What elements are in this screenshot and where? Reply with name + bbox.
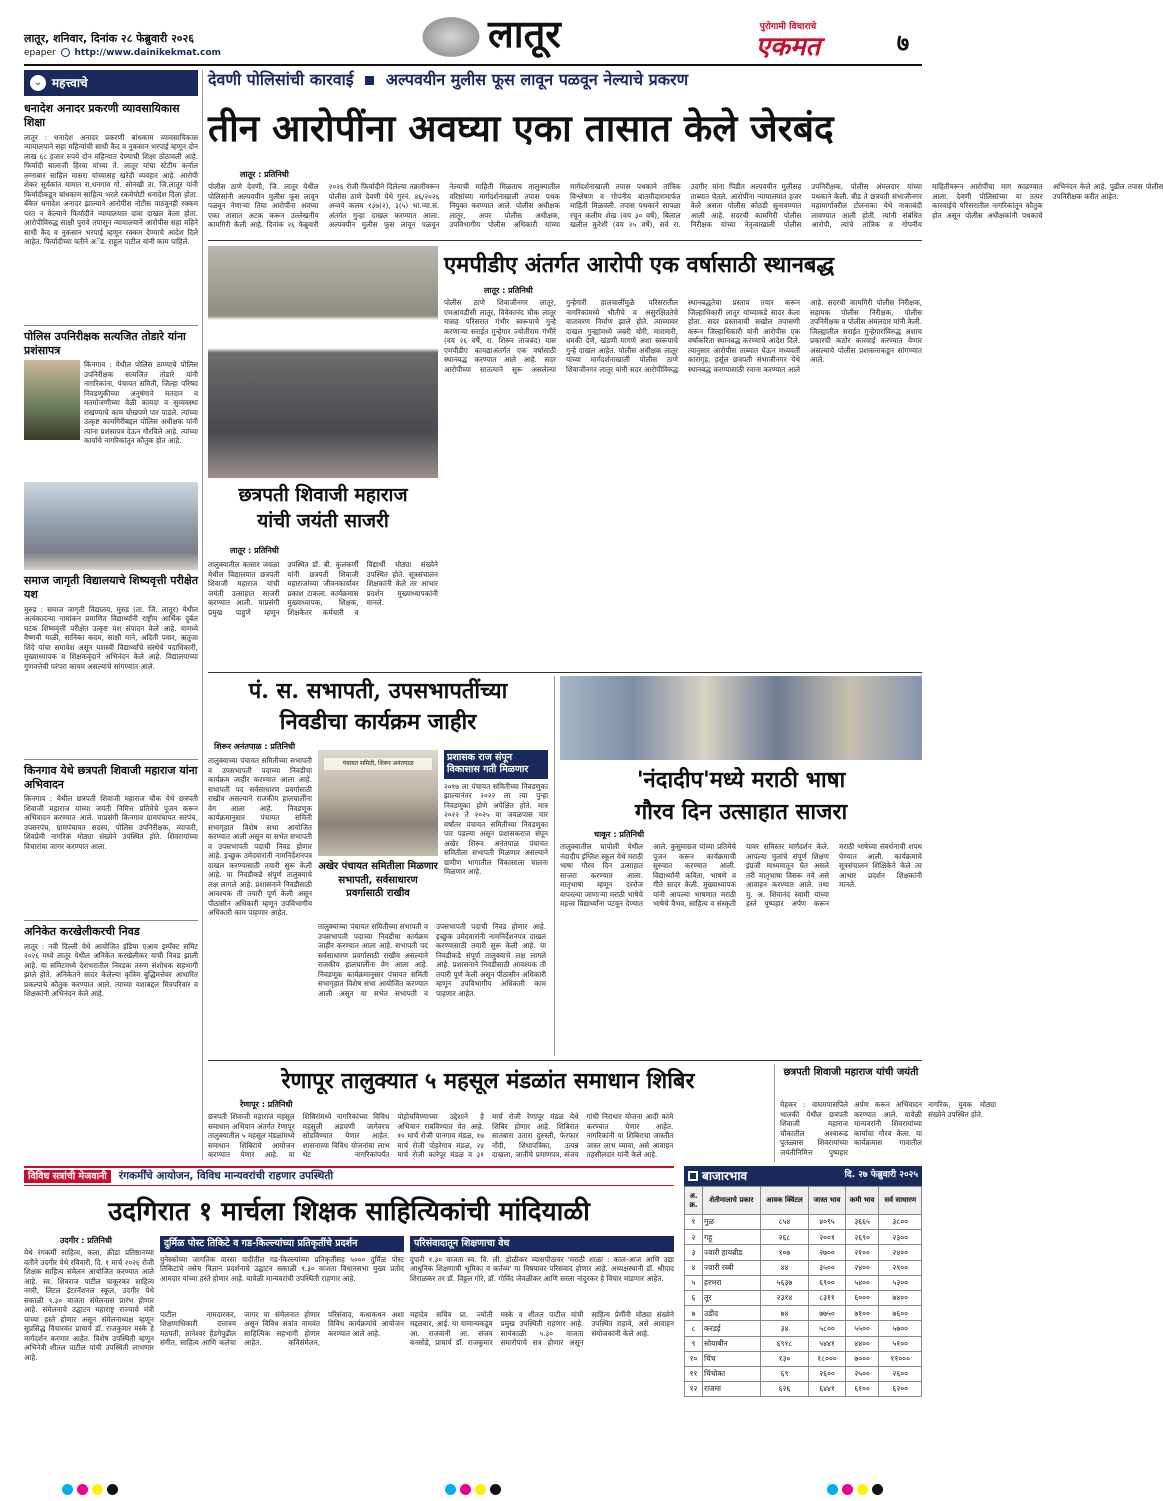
sabhapati-body: तालुक्याच्या पंचायत समितीच्या सभापती व उपसभापती पदाच्या निवडीचा कार्यक्रम जाहीर करण्यात आला आहे. सभापती पद सर्वसाधारण प्रवर्गासाठी राखीव असल्याने राजकीय हालचालींना वेग आला आहे. निवडणूक कार्यक्रमानुसार पंचायत समिती सभागृहात विशेष सभा आयोजित करण्यात आली असून या सभेत सभापती व उपसभापती पदाची निवड होणार आहे. इच्छुक उमेदवारांनी नामनिर्देशनपत्र दाखल करण्यासाठी तयारी सुरू केली आहे. या निवडीकडे संपूर्ण तालुक्याचे लक्ष लागले आहे. प्रशासनाने निवडीसाठी आवश्यक ती तयारी पूर्ण केली असून पीठासीन अधिकारी म्हणून उपविभागीय अधिकारी काम पाहणार आहेत.	[208, 756, 312, 917]
table-row	[685, 1382, 922, 1397]
sabhapati-byline: शिरूर अनंतपाळ : प्रतिनिधी	[214, 742, 296, 751]
prashasak-box-title: प्रशासक राज संपून विकासास गती मिळणार	[444, 750, 548, 779]
table-cell: तूर	[703, 1290, 761, 1305]
table-row	[685, 1366, 922, 1381]
school-event-photo	[560, 676, 922, 760]
renapur-side-title: छत्रपती शिवाजी महाराज यांची जयंती	[783, 1067, 919, 1078]
table-cell: २३१४	[760, 1290, 809, 1305]
table-cell: १३०	[760, 1351, 809, 1366]
dateline: लातूर, शनिवार, दिनांक २८ फेब्रुवारी २०२६	[24, 32, 194, 45]
shivaji-byline: लातूर : प्रतिनिधी	[230, 546, 279, 555]
table-cell: २	[685, 1230, 703, 1245]
sidebar-item-body: किनगाव : येथील पोलिस ठाण्याचे पोलिस उपनिरीक्षक सत्यजित तोडारे यांनी नागरिकांना, पंचायत समिती, जिल्हा परिषद निवडणुकीच्या अनुषंगाने मतदान व मतमोजणीच्या वेळी कायदा व सुव्यवस्था राखण्याचे काम चोखपणे पार पाडले. त्यांच्या उत्कृष्ट कामगिरीबद्दल पोलिस अधीक्षक यांनी त्यांना प्रशंसापत्र देऊन गौरविले आहे. त्यांच्या कार्याचे नागरिकांतून कौतुक होत आहे.	[84, 360, 198, 446]
table-cell: ५७००	[879, 1321, 922, 1336]
epaper-line[interactable]	[24, 48, 284, 59]
sidebar-item-title: अनिकेत करखेलीकरची निवड	[24, 925, 140, 939]
table-row	[685, 1245, 922, 1260]
table-row	[685, 1306, 922, 1321]
shivaji-headline	[208, 482, 438, 538]
table-row	[685, 1230, 922, 1245]
brand-name: एकमत	[755, 32, 821, 63]
symposium-box-body: दुपारी १.३० वाजता स्व. वि. ली. होळीकर व्यासपीठावर 'मराठी शाळा : काल-आज आणि उद्या आधुनिक शिक्षणाची भूमिका व कर्तव्य' या विषयावर परिसंवाद होणार आहे. अध्यक्षस्थानी डॉ. श्रीपाद शिराळकर तर डॉ. विठ्ठल गोरे, डॉ. गोविंद जेवळीकर आणि सरला नांदुरकर हे विचार मांडणार आहेत.	[410, 1254, 674, 1283]
sidebar-item-title: पोलिस उपनिरीक्षक सत्यजित तोडारे यांना प्रशंसापत्र	[24, 329, 186, 357]
table-cell: ८	[685, 1321, 703, 1336]
teachers-byline: उदगीर : प्रतिनिधी	[60, 1236, 112, 1245]
kicker-left: देवणी पोलिसांची कारवाई	[208, 70, 354, 89]
nandadeep-headline	[560, 764, 922, 830]
table-cell: १०७	[760, 1245, 809, 1260]
shivaji-headline-line1: छत्रपती शिवाजी महाराज	[238, 484, 408, 506]
table-cell: ज्वारी रब्बी	[703, 1260, 761, 1275]
market-rates-panel	[684, 1166, 922, 1478]
table-cell: २४००	[879, 1245, 922, 1260]
sabhapati-headline-line1: पं. स. सभापती, उपसभापतींच्या	[248, 678, 508, 704]
top-story-kicker	[208, 70, 922, 94]
sidebar-title: महत्त्वाचे	[52, 75, 88, 90]
mpda-body: पोलीस ठाणे शिवाजीनगर लातूर, एमआयडीसी लातूर, विवेकानंद चौक लातूर यासह परिसरात गंभीर स्वरूपाचे गुन्हे करणाऱ्या सराईत गुन्हेगार ज्योतीराम गंभीरे (वय २६ वर्षे, रा. शिरूर ताजबंद) यास एमपीडीए कायद्याअंतर्गत एक वर्षासाठी स्थानबद्ध करण्यात आले आहे. सदर आरोपीच्या सातत्याने सुरू असलेल्या गुन्हेगारी हालचालींमुळे परिसरातील नागरिकांमध्ये भीतीचे व असुरक्षिततेचे वातावरण निर्माण झाले होते. त्याच्यावर दाखल गुन्ह्यांमध्ये जबरी चोरी, मारामारी, धमकी देणे, खंडणी मागणे अशा स्वरूपाचे गुन्हे दाखल आहेत. पोलीस अधीक्षक लातूर यांच्या मार्गदर्शनाखाली पोलीस ठाणे शिवाजीनगर लातूर यांनी सदर आरोपीविरुद्ध स्थानबद्धतेचा प्रस्ताव तयार करून जिल्हाधिकारी लातूर यांच्याकडे सादर केला होता. सदर प्रस्तावाची सखोल तपासणी करून जिल्हाधिकारी यांनी आरोपीस एक वर्षाकरिता स्थानबद्ध करण्याचे आदेश दिले. त्यानुसार आरोपीस ताब्यात घेऊन मध्यवर्ती कारागृह, हर्सूल छत्रपती संभाजीनगर येथे स्थानबद्ध करण्यासाठी रवाना करण्यात आले आहे. सदरची कामगिरी पोलीस निरीक्षक, सहायक पोलीस निरीक्षक, पोलीस उपनिरीक्षक व पोलीस अंमलदार यांनी केली. जिल्ह्यातील सराईत गुन्हेगारांविरुद्ध अशाच प्रकारची कठोर कारवाई करण्यात येणार असल्याचे पोलीस प्रशासनाकडून सांगण्यात आले.	[444, 298, 923, 374]
sidebar-item-body: लातूर : नवी दिल्ली येथे आयोजित इंडिया एआय इम्पॅक्ट समिट २०२६ मध्ये लातूर येथील अनिकेत करखेलीकर याची निवड झाली आहे. या समिटमध्ये देशभरातील निवडक तरुण संशोधक सहभागी झाले होते. अनिकेतने सादर केलेल्या कृत्रिम बुद्धिमत्तेवर आधारित प्रकल्पाचे कौतुक करण्यात आले. त्याच्या यशाबद्दल मित्रपरिवार व शिक्षकांनी अभिनंदन केले आहे.	[24, 941, 198, 999]
col-header: कमी भाव	[845, 1187, 879, 1215]
table-row	[685, 1336, 922, 1351]
market-table	[684, 1186, 922, 1397]
table-cell: १२	[685, 1382, 703, 1397]
table-cell: चिंच	[703, 1351, 761, 1366]
col-header: आवक क्विंटल	[760, 1187, 809, 1215]
market-title: बाजारभाव	[702, 1168, 748, 1183]
nandadeep-headline-line2: गौरव दिन उत्साहात साजरा	[634, 799, 848, 825]
prashasak-box-body: २०१७ ला पंचायत समितीच्या निवडणुका झाल्यानंतर २०२२ ला त्या पुन्हा निवडणुका होणे अपेक्षित होते. मात्र २०२२ ते २०२५ या जवळपास चार वर्षांतर पंचायत समितीच्या निवडणुका पार पडल्या असून प्रशासकराज संपून अखेर शिरूर अनंतपाळ पंचायत समितीला सभापती मिळणार असल्याने ग्रामीण भागातील विकासाला चालना मिळणार आहे.	[444, 781, 548, 877]
table-row	[685, 1290, 922, 1305]
table-cell: सोयाबीन	[703, 1336, 761, 1351]
sidebar-item	[24, 920, 198, 1121]
table-cell: चिंचोका	[703, 1366, 761, 1381]
table-cell: ३	[685, 1245, 703, 1260]
sidebar-header	[24, 70, 198, 96]
table-cell: गुळ	[703, 1215, 761, 1230]
table-cell: २६९०	[845, 1230, 879, 1245]
teachers-headline: उदगिरात १ मार्चला शिक्षक साहित्यिकांची मांदियाळी	[108, 1197, 590, 1227]
sabhapati-subhead: अखेर पंचायत समितीला मिळणार सभापती, सर्वसाधारण प्रवर्गासाठी राखीव	[318, 861, 438, 899]
table-cell: ८५४	[760, 1215, 809, 1230]
table-cell: ५	[685, 1275, 703, 1290]
sidebar-item-title: समाज जागृती विद्यालयाचे शिष्यवृत्ती परीक्षेत यश	[24, 574, 199, 602]
table-cell: ६१००	[845, 1382, 879, 1397]
postage-box	[160, 1236, 404, 1478]
table-row	[685, 1321, 922, 1336]
page-number: ७	[896, 29, 910, 57]
symposium-box-cols: महादेव सचिव प्रा. ज्योती मद्दलवार, आई. या यामान्यकडूव आ. राजवानी आ. संजय बनसोडे, प्राचार्य डॉ. राजकुमार मस्के व शीतल पाटील यांची प्रमुख उपस्थिती राहणार आहे. सायंकाळी ५.३० वाजता समारोपाचे सत्र होणार असून साहित्य प्रेमींनी मोठ्या संख्येने उपस्थित राहावे, असे आवाहन संयोजकांनी केले आहे.	[410, 1309, 674, 1348]
shivaji-headline-line2: यांची जयंती साजरी	[257, 510, 389, 532]
table-cell: ६४४१	[809, 1382, 846, 1397]
table-cell: २६००	[879, 1366, 922, 1381]
table-cell: २००१	[809, 1230, 846, 1245]
table-cell: ७४	[760, 1306, 809, 1321]
market-header	[684, 1166, 922, 1186]
table-cell: ४०९५	[809, 1215, 846, 1230]
table-row	[685, 1215, 922, 1230]
sidebar-item-body: लातूर : धनादेश अनादर प्रकरणी बांधकाम व्यावसायिकास न्यायालयाने सहा महिन्यांची साधी कैद व नुकसान भरपाई म्हणून दोन लाख ६८ हजार रुपये दोन महिन्यात देण्याची शिक्षा ठोठावली आहे. फिर्यादी बालाजी हिरवा यांच्या ते. लातूर यांचा स्टेटीम कर्नाल लग्नाबार साहिल मासरा यांच्यासह खरेदी व्यवहार आहे. आरोपी शेकर सूर्यकांत यामात रा.धनगाव गो. सोनखी ता. जि.लातूर यांनी फिर्यादीकडून बांधकाम साहित्य भरले रकमेपोटी धनादेश दिला होता. बँकेत धनादेश अनादर झाल्याने आरोपीस नोटीस पाठवूनही रक्कम परत न केल्याने फिर्यादीने न्यायालयात दावा दाखल केला होता. आरोपीविरुद्ध साक्षी पुरावे तपासून न्यायालयाने आरोपीस सहा महिने साधी कैद व नुकसान भरपाई म्हणून रक्कम देण्याचे आदेश दिले आहेत. फिर्यादीच्या वतीने अॅड. राहुल पाटील यांनी काम पाहिले.	[24, 132, 198, 247]
table-cell: ज्वारी हायब्रीड	[703, 1245, 761, 1260]
kicker-right: अल्पवयीन मुलीस फूस लावून पळवून नेल्याचे प्रकरण	[385, 70, 689, 89]
brand-logo	[728, 22, 848, 64]
col-header: सर्व साधारण	[879, 1187, 922, 1215]
teachers-col1: येथे रंगकर्मी साहित्य, कला, क्रीडा प्रतिष्ठानच्या वतीने उदगीर येथे रविवारी, दि. १ मार्च २०२६ रोजी शिक्षक साहित्य संमेलन आयोजित करण्यात आले आहे. स्व. शिवराज पाटील चाकूरकर साहित्य नगरी, लिटल इंटरनॅशनल स्कूल, उदगीर येथे सकाळी ९.३० वाजता संमेलनास प्रारंभ होणार आहे. संमेलनाचे उद्घाटन महाराष्ट्र राज्याचे मंत्री यांच्या हस्ते होणार असून संमेलनाध्यक्ष म्हणून सुप्रसिद्ध विचारवंत प्राचार्य डॉ. राजकुमार मस्के हे मार्गदर्शन करणार आहेत. विशेष उपस्थिती म्हणून अभिनेत्री शीतल पाटील यांची उपस्थिती लाभणार आहे.	[24, 1248, 154, 1362]
table-cell: १०	[685, 1351, 703, 1366]
top-story-byline: लातूर : प्रतिनिधी	[240, 170, 289, 179]
table-cell: ७७५०	[809, 1306, 846, 1321]
events-banner	[24, 1166, 674, 1186]
jayanti-photo	[208, 246, 438, 478]
top-story-headline: तीन आरोपींना अवघ्या एका तासात केले जेरबंद	[208, 106, 834, 150]
table-cell: ५८००	[809, 1321, 846, 1336]
mpda-headline: एमपीडीए अंतर्गत आरोपी एक वर्षासाठी स्थानबद्ध	[444, 252, 835, 278]
banner-text: रंगकर्मींचे आयोजन, विविध मान्यवरांची राहणार उपस्थिती	[118, 1169, 334, 1182]
table-cell: गहू	[703, 1230, 761, 1245]
table-cell: ४	[685, 1260, 703, 1275]
table-cell: ६	[685, 1290, 703, 1305]
table-cell: ८३११	[809, 1290, 846, 1305]
chevron-down-icon: ⌄	[30, 75, 46, 91]
table-row	[685, 1351, 922, 1366]
office-sign: पंचायत समिती, शिरूर अनंतपाळ	[324, 758, 432, 770]
sidebar-item-body: मुरुड : समाज जागृती विद्यालय, मुरुड (ता. जि. लातूर) येथील अत्यंकादन्या नामांकन प्रमाणित विद्यार्थ्यांनी राष्ट्रीय आर्थिक दुर्बल घटक शिष्यवृत्ती परीक्षेत उत्कृष्ट यश संपादन केले आहे. यामध्ये वैष्णवी माळी, सानिका कदम, साक्षी माने, अदिती पवार, ऋतुजा शिंदे यांचा समावेश असून यशस्वी विद्यार्थ्यांचे संस्थेचे पदाधिकारी, मुख्याध्यापक व शिक्षकवृंदाने अभिनंदन केले आहे. विद्यालयाच्या गुणवत्तेची परंपरा कायम असल्याचे सांगण्यात आले.	[24, 604, 198, 671]
sidebar	[24, 70, 198, 1160]
postage-box-cols: पाटील नामदारकर, शिक्षणाधिकारी दत्तात्रय मठपती, ज्ञानेश्वर हेंडगेपुढील संगीत, साहित्य आणि कलेचा जागर या संमेलनात होणार असून विविध सत्रांत नामवंत साहित्यिक सहभागी होणार आहेत. कविसंमेलन, परिसंवाद, कथाकथन अशा विविध कार्यक्रमांचे आयोजन करण्यात आले आहे.	[160, 1309, 404, 1348]
table-cell: ७१००	[845, 1306, 879, 1321]
brand-tagline: पुरोगामी विचाराचे	[759, 22, 817, 32]
table-cell: ३६६५	[845, 1215, 879, 1230]
table-cell: राजमा	[703, 1382, 761, 1397]
table-cell: ७६००	[879, 1306, 922, 1321]
table-cell: २९००	[879, 1260, 922, 1275]
table-cell: २३००	[879, 1230, 922, 1245]
sidebar-item-title: धनादेश अनादर प्रकरणी व्यावसायिकास शिक्षा	[24, 102, 180, 130]
nandadeep-headline-line1: 'नंदादीप'मध्ये मराठी भाषा	[636, 767, 846, 793]
table-row	[685, 1260, 922, 1275]
prashasak-box	[444, 750, 548, 918]
table-cell: करडई	[703, 1321, 761, 1336]
grid-icon	[688, 1171, 698, 1181]
table-cell: १८०००	[809, 1351, 846, 1366]
table-cell: ६२००	[879, 1382, 922, 1397]
table-cell: ५१००	[879, 1336, 922, 1351]
sidebar-item-body: किनगाव : येथील छत्रपती शिवाजी महाराज चौक येथे छत्रपती शिवाजी महाराज यांच्या जयंती निमित्त प्रतिमेचे पूजन करून अभिवादन करण्यात आले. याप्रसंगी किनगाव ग्रामपंचायत सरपंच, उपसरपंच, ग्रामपंचायत सदस्य, पोलिस उपनिरीक्षक, व्यापारी, शिवप्रेमी नागरिक मोठ्या संख्येने उपस्थित होते. शिवरायांच्या विचारांचा जागर करण्यात आला.	[24, 794, 198, 851]
table-cell: ३४	[760, 1321, 809, 1336]
table-cell: ६९००	[809, 1275, 846, 1290]
table-cell: २६००	[809, 1366, 846, 1381]
square-bullet-icon	[365, 76, 374, 85]
table-cell: २४००	[845, 1260, 879, 1275]
table-cell: ६९१८	[760, 1336, 809, 1351]
sidebar-item	[24, 102, 198, 321]
table-cell: ९	[685, 1336, 703, 1351]
renapur-headline: रेणापूर तालुक्यात ५ महसूल मंडळांत समाधान शिबिर	[281, 1068, 695, 1094]
sidebar-item	[24, 574, 198, 755]
table-cell: ११	[685, 1366, 703, 1381]
table-cell: २१००	[845, 1245, 879, 1260]
mpda-byline: लातूर : प्रतिनिधी	[484, 286, 533, 295]
col-header: अ. क्र.	[685, 1187, 703, 1215]
students-photo	[24, 482, 198, 570]
table-cell: १	[685, 1215, 703, 1230]
city-title: लातूर	[488, 11, 561, 56]
table-cell: ५४४१	[809, 1336, 846, 1351]
table-cell: उडीद	[703, 1306, 761, 1321]
table-cell: ५५००	[845, 1321, 879, 1336]
table-cell: ३८००	[879, 1215, 922, 1230]
sabhapati-headline-line2: निवडीचा कार्यक्रम जाहीर	[279, 709, 477, 735]
table-cell: २५००	[845, 1366, 879, 1381]
table-cell: ४४००	[845, 1336, 879, 1351]
col-header: जास्त भाव	[809, 1187, 846, 1215]
panchayat-office-photo	[318, 750, 438, 856]
district-map-icon	[418, 14, 484, 60]
epaper-url[interactable]: http://www.dainikekmat.com	[74, 48, 221, 58]
table-cell: ५६३७	[760, 1275, 809, 1290]
table-cell: ४४	[760, 1260, 809, 1275]
sabhapati-body-cont: तालुक्याच्या पंचायत समितीच्या सभापती व उपसभापती पदाच्या निवडीचा कार्यक्रम जाहीर करण्यात आला आहे. सभापती पद सर्वसाधारण प्रवर्गासाठी राखीव असल्याने राजकीय हालचालींना वेग आला आहे. निवडणूक कार्यक्रमानुसार पंचायत समिती सभागृहात विशेष सभा आयोजित करण्यात आली असून या सभेत सभापती व उपसभापती पदाची निवड होणार आहे. इच्छुक उमेदवारांनी नामनिर्देशनपत्र दाखल करण्यासाठी तयारी सुरू केली आहे. या निवडीकडे संपूर्ण तालुक्याचे लक्ष लागले आहे. प्रशासनाने निवडीसाठी आवश्यक ती तयारी पूर्ण केली असून पीठासीन अधिकारी म्हणून उपविभागीय अधिकारी काम पाहणार आहेत.	[318, 922, 546, 998]
globe-icon	[61, 48, 70, 57]
table-cell: २७००	[809, 1245, 846, 1260]
renapur-side-body: मेहकर : वाघमपासपिले भालकी येथील छत्रपती शिवाजी महाराज चौकातील अश्वारूढ पुतळ्यास शिवरायांच्या जयंतीनिमित्त पुष्पहार अर्पण करून अभिवादन करण्यात आले. यावेळी मान्यवरांनी शिवरायांच्या कार्याचा गौरव केला. या कार्यक्रमास गावातील नागरिक, युवक मोठ्या संख्येने उपस्थित होते.	[780, 1100, 996, 1157]
sabhapati-headline	[208, 676, 548, 740]
table-cell: ५४००	[845, 1275, 879, 1290]
epaper-label: epaper	[24, 48, 56, 58]
officer-photo	[24, 360, 80, 440]
table-cell: ३५००	[809, 1260, 846, 1275]
table-cell: ६२६	[760, 1382, 809, 1397]
sidebar-item	[24, 759, 198, 917]
table-cell: हरभरा	[703, 1275, 761, 1290]
shivaji-body: तालुक्यातील कासार जवळा येथील विद्यालयात छत्रपती शिवाजी महाराज यांची जयंती उत्साहात साजरी करण्यात आली. याप्रसंगी प्रमुख पाहुणे म्हणून उपस्थित डॉ. बी. कुलकर्णी यांनी छत्रपती शिवाजी महाराजांच्या जीवनकार्यावर प्रकाश टाकला. कार्यक्रमास मुख्याध्यापक, शिक्षक, शिक्षकेतर कर्मचारी व विद्यार्थी मोठ्या संख्येने उपस्थित होते. सूत्रसंचालन शिक्षकांनी केले तर आभार प्रदर्शन मुख्याध्यापकांनी मानले.	[208, 560, 438, 617]
table-cell: ११०००	[879, 1351, 922, 1366]
postage-box-title: दुर्मिळ पोस्ट तिकिटे व गड-किल्ल्यांच्या प्रतिकृतींचे प्रदर्शन	[160, 1236, 404, 1252]
table-cell: ५३००	[879, 1275, 922, 1290]
col-header: शेतीमालाचे प्रकार	[703, 1187, 761, 1215]
postage-box-body: युनेस्कोच्या जागतिक वारसा यादीतील गड-किल्ल्यांच्या प्रतिकृतींसह ५००० दुर्मिळ पोस्ट तिकिटांचे तसेच विज्ञान प्रदर्शनाचे उद्घाटन सकाळी ९.३० वाजता विधानसभा मुख्य प्रतोद आमदार यांच्या हस्ते होणार आहे. यावेळी मान्यवरांची उपस्थिती राहणार आहे.	[160, 1254, 404, 1283]
masthead	[0, 0, 945, 62]
table-cell: ७४००	[879, 1290, 922, 1305]
sidebar-item	[24, 325, 198, 479]
table-cell: २६८	[760, 1230, 809, 1245]
top-story-body: पोलीस ठाणे देवणी, जि. लातूर येथील पोलिसांनी अल्पवयीन मुलीस फूस लावून पळवून नेणाऱ्या तिघा आरोपींना अवघ्या एका तासात अटक करून उल्लेखनीय कामगिरी केली आहे. दिनांक २६ फेब्रुवारी २०२६ रोजी फिर्यादीने दिलेल्या तक्रारीवरून पोलीस ठाणे देवणी येथे गुरनं. ४६/२०२६ अन्वये कलम १३७(२), ३(५) भा.न्या.सं. अंतर्गत गुन्हा दाखल करण्यात आला. अल्पवयीन मुलीस फूस लावून पळवून नेल्याची माहिती मिळताच तालुक्यातील वरिष्ठांच्या मार्गदर्शनाखाली तपास पथक नियुक्त करण्यात आले. पोलीस अधीक्षक लातूर, अपर पोलीस अधीक्षक, उपविभागीय पोलीस अधिकारी यांच्या मार्गदर्शनाखाली तपास पथकाने तांत्रिक विश्लेषण व गोपनीय बातमीदारामार्फत माहिती मिळवली. तपास पथकाने सापळा रचून कलीम शेख (वय ३० वर्षे), बिलाल खलील कुरेशी (वय २५ वर्षे), सर्व रा. उदगीर यांना पिडीत अल्पवयीन मुलीसह ताब्यात घेतले. आरोपींना न्यायालयात हजर केले असता पोलीस कोठडी सुनावण्यात आली आहे. सदरची कामगिरी पोलीस निरीक्षक यांच्या नेतृत्वाखाली पोलीस उपनिरीक्षक, पोलीस अंमलदार यांच्या पथकाने केली. बीड ते छत्रपती संभाजीनगर महामार्गावरील टोलनाका येथे नाकाबंदी लावण्यात आली होती. त्यांनी संबंधित आरोपी, त्यांचे तांत्रिक व गोपनीय माहितीवरून आरोपींचा माग काढण्यात आला. देवणी पोलिसांच्या या तत्पर कारवाईचे परिसरातील नागरिकांतून कौतुक होत असून पोलीस अधीक्षकांनी पथकाचे अभिनंदन केले आहे. पुढील तपास पोलीस उपनिरीक्षक करीत आहेत.	[208, 182, 1163, 229]
sidebar-item-title: किनगाव येथे छत्रपती शिवाजी महाराज यांना अभिवादन	[24, 763, 198, 792]
renapur-body: छत्रपती शिवाजी महाराज महसूल समाधान अभियान अंतर्गत रेणापूर तालुक्यातील ५ महसूल मंडळांमध्ये समाधान शिबिराचे आयोजन करण्यात येणार आहे. या शिबिरांमध्ये नागरिकांच्या विविध महसुली अडचणी जागेवरच सोडविण्यात येणार आहेत. शासनाच्या विविध योजनांचा लाभ थेट नागरिकांपर्यंत पोहोचविण्याच्या उद्देशाने हे अभियान राबविण्यात येत आहे. १० मार्च रोजी पानगाव मंडळ, १७ मार्च रोजी पोहरेगाव मंडळ, २४ मार्च रोजी कारेपूर मंडळ व ३१ मार्च रोजी रेणापूर मंडळ येथे शिबिर होणार आहे. शिबिरात सातबारा उतारा दुरुस्ती, फेरफार नोंदी, शिधापत्रिका, उत्पन्न दाखला, जातीचे प्रमाणपत्र, संजय गांधी निराधार योजना आदी कामे करण्यात येणार आहेत. नागरिकांनी या शिबिराचा जास्तीत जास्त लाभ घ्यावा, असे आवाहन तहसीलदार यांनी केले आहे.	[208, 1112, 674, 1159]
color-registration-bar	[0, 1484, 945, 1498]
banner-label: विविध सत्रांची मेजवानी	[24, 1170, 111, 1184]
table-row	[685, 1275, 922, 1290]
table-cell: ६०००	[845, 1290, 879, 1305]
table-cell: ६९	[760, 1366, 809, 1381]
nandadeep-body: तालुक्यातील चापोली येथील नंदादीप इंग्लिश स्कूल येथे मराठी भाषा गौरव दिन उत्साहात साजरा करण्यात आला. मातृभाषा म्हणून दररोज वापरल्या जाणाऱ्या मराठी भाषेचे महत्त्व विद्यार्थ्यांना पटवून देण्यात आले. कुसुमाग्रज यांच्या प्रतिमेचे पूजन करून कार्यक्रमाची सुरुवात करण्यात आली. विद्यार्थ्यांनी कविता, भाषणे व गीते सादर केली. मुख्याध्यापक यांनी आपल्या भाषणात मराठी भाषेचे वैभव, साहित्य व संस्कृती यावर सविस्तर मार्गदर्शन केले. आपल्या मुलांचे संपूर्ण शिक्षण इंग्रजी माध्यमातून घेत असले तरी मातृभाषा विसरू नये असे आवाहन करण्यात आले. तथा मु. अ. शिवानंद स्वामी यांच्या हस्ते पुष्पहार अर्पण करून मराठी भाषेच्या संवर्धनाची शपथ घेण्यात आली. कार्यक्रमाचे सूत्रसंचालन शिक्षिकेने केले तर आभार प्रदर्शन शिक्षकांनी मानले.	[560, 842, 922, 908]
nandadeep-byline: चाकूर : प्रतिनिधी	[594, 830, 645, 839]
renapur-byline: रेणापूर : प्रतिनिधी	[240, 1100, 293, 1109]
symposium-box	[410, 1236, 674, 1478]
table-cell: ७	[685, 1306, 703, 1321]
table-cell: ७०००	[845, 1351, 879, 1366]
market-date: दि. २७ फेब्रुवारी २०२५	[844, 1170, 918, 1181]
symposium-box-title: परिसंवादातून शिक्षणाचा वेध	[410, 1236, 674, 1252]
